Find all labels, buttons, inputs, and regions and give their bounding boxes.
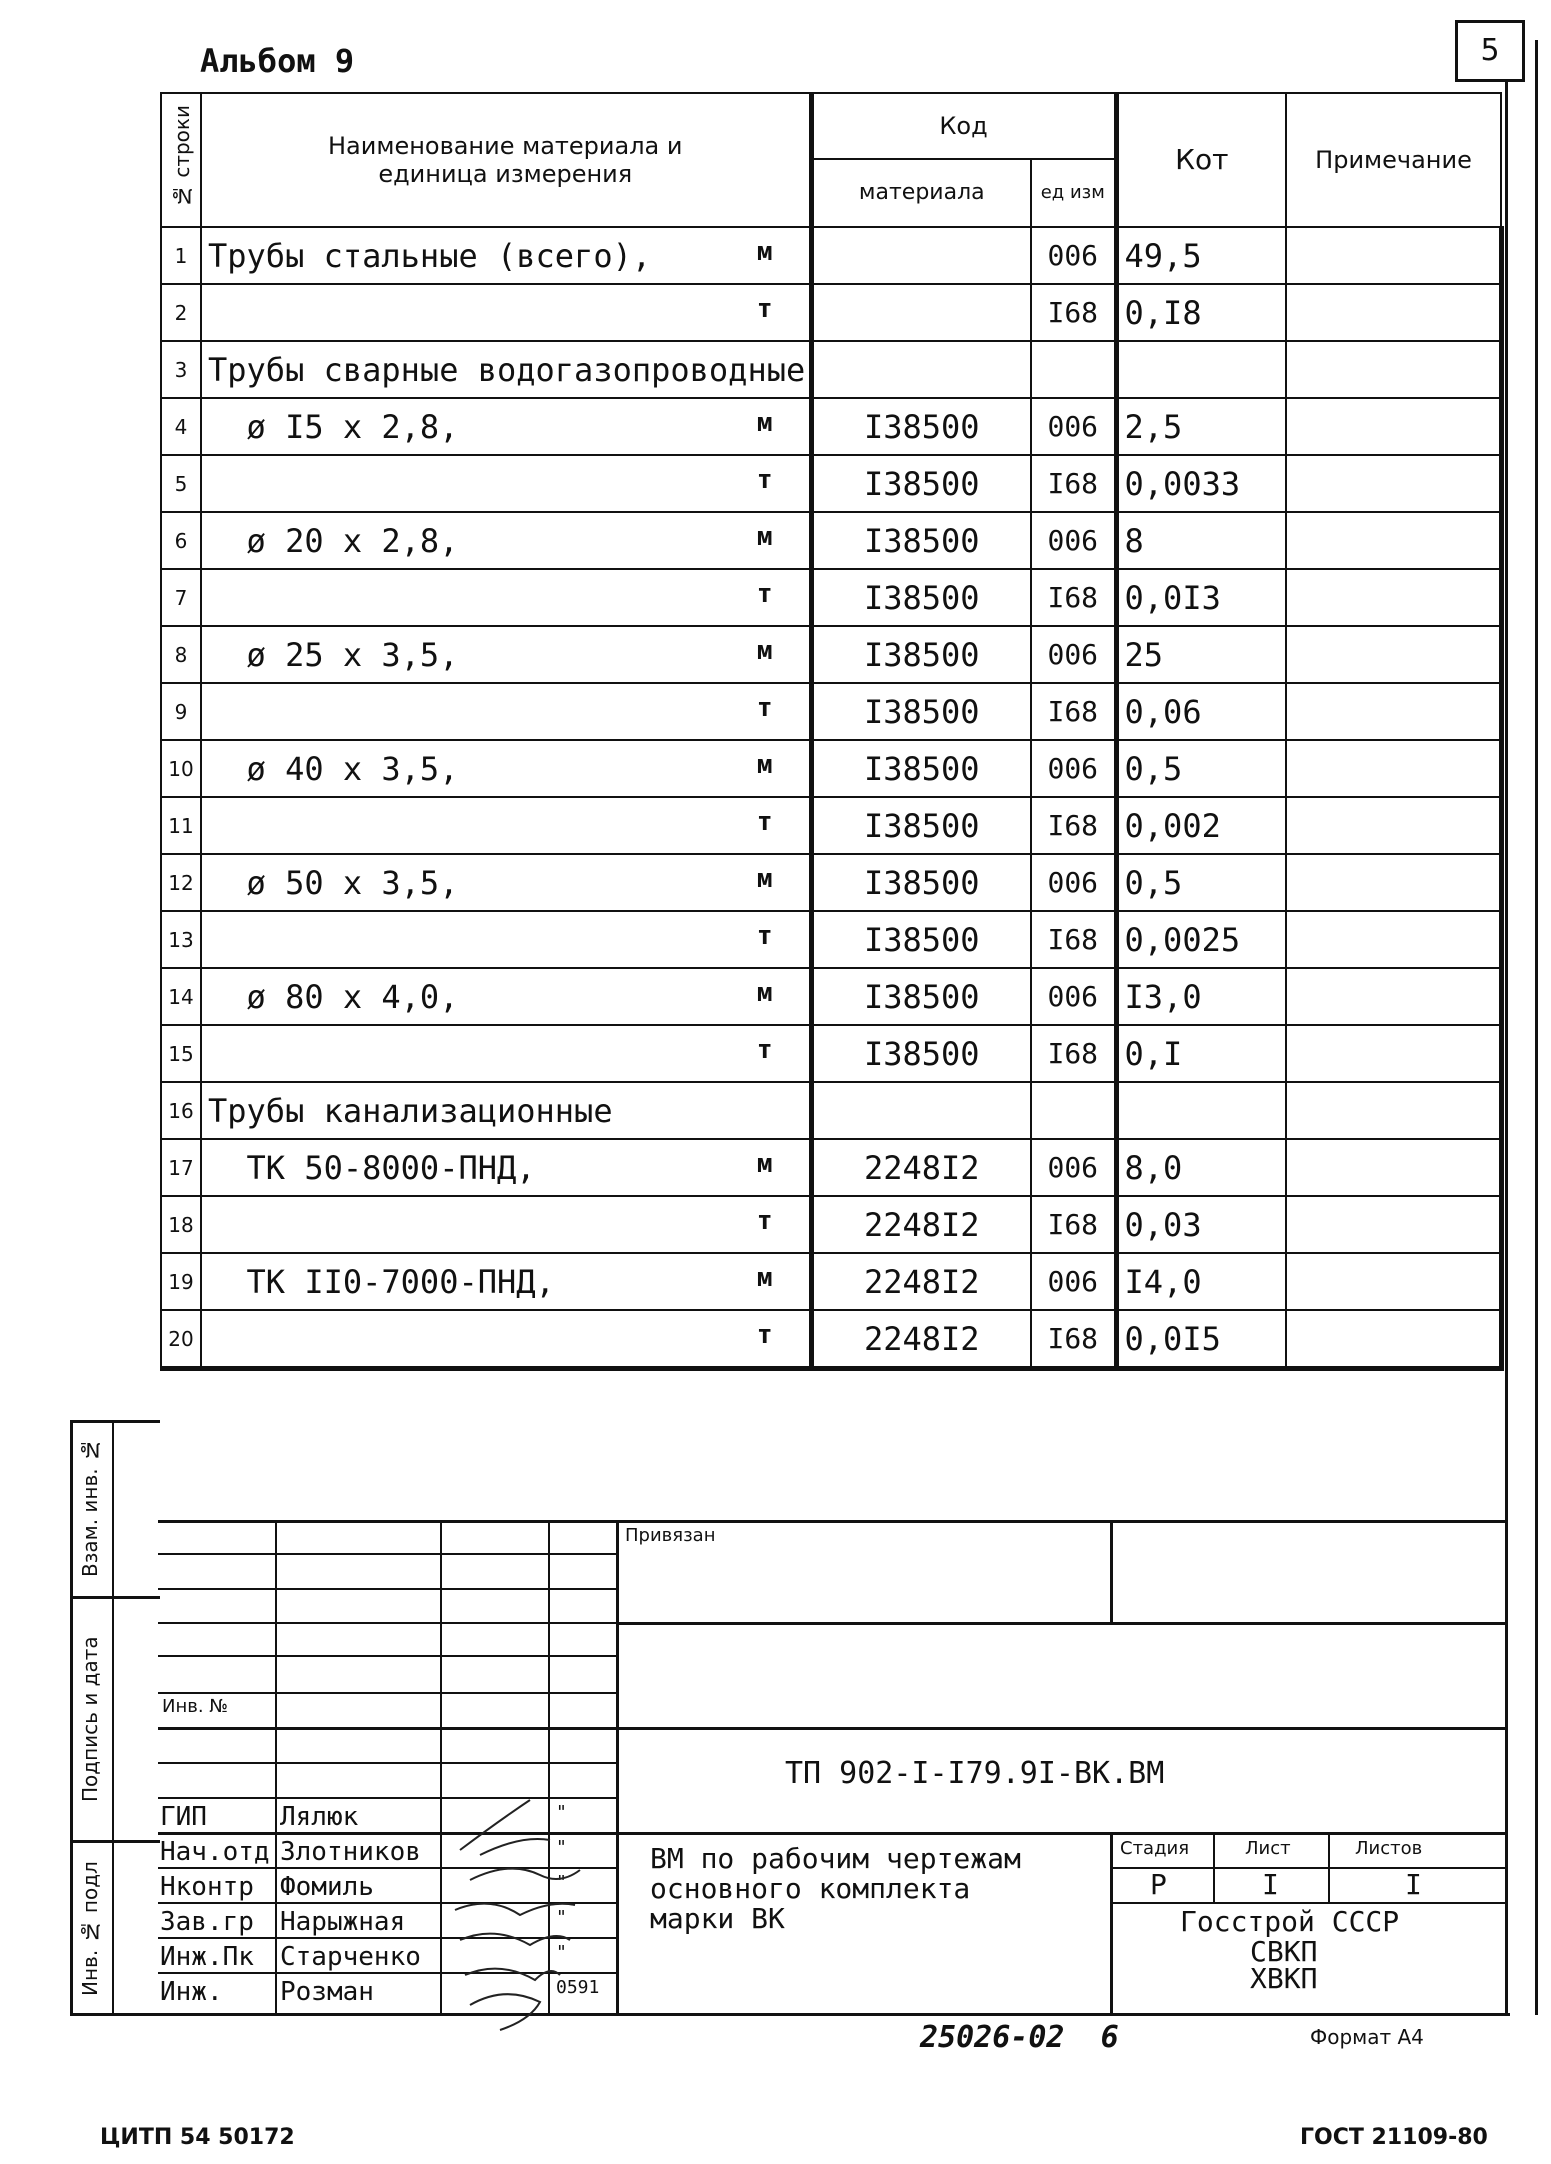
row-number: 13 bbox=[161, 911, 201, 968]
tb-v8 bbox=[1328, 1832, 1330, 1902]
page-number: 5 bbox=[1480, 33, 1500, 68]
material-code: I38500 bbox=[811, 626, 1031, 683]
description-line-2: основного комплекта bbox=[650, 1872, 971, 1905]
unit-code bbox=[1031, 341, 1116, 398]
doc-code: ТП 902-I-I79.9I-ВК.ВМ bbox=[785, 1756, 1165, 1791]
privyazan-label: Привязан bbox=[625, 1525, 716, 1546]
table-row bbox=[161, 968, 1501, 1025]
material-unit: м bbox=[756, 236, 773, 267]
signer-role: Зав.гр bbox=[160, 1907, 254, 1937]
material-code: 2248I2 bbox=[811, 1139, 1031, 1196]
note bbox=[1286, 1025, 1501, 1082]
quantity: I4,0 bbox=[1116, 1253, 1286, 1310]
album-title: Альбом 9 bbox=[200, 42, 355, 80]
stage-value: Р bbox=[1150, 1868, 1167, 1901]
org-line-1: Госстрой СССР bbox=[1180, 1905, 1400, 1938]
row-number: 12 bbox=[161, 854, 201, 911]
material-name bbox=[201, 227, 811, 284]
material-code: I38500 bbox=[811, 569, 1031, 626]
table-row bbox=[161, 341, 1501, 398]
note bbox=[1286, 512, 1501, 569]
table-row bbox=[161, 797, 1501, 854]
footer-format: Формат А4 bbox=[1310, 2025, 1424, 2049]
note bbox=[1286, 683, 1501, 740]
unit-code: 006 bbox=[1031, 626, 1116, 683]
signer-mark: " bbox=[556, 1837, 567, 1858]
frame-bottom-line bbox=[70, 2013, 1510, 2016]
material-unit: т bbox=[756, 578, 773, 609]
quantity: 0,0I5 bbox=[1116, 1310, 1286, 1369]
note bbox=[1286, 1310, 1501, 1369]
tb-h4 bbox=[618, 1622, 1508, 1625]
material-code: I38500 bbox=[811, 455, 1031, 512]
note bbox=[1286, 1253, 1501, 1310]
table-row bbox=[161, 626, 1501, 683]
material-code: I38500 bbox=[811, 683, 1031, 740]
material-name bbox=[201, 1025, 811, 1082]
signer-name: Старченко bbox=[280, 1942, 421, 1972]
table-row bbox=[161, 911, 1501, 968]
unit-code: I68 bbox=[1031, 284, 1116, 341]
material-name bbox=[201, 1082, 811, 1139]
material-unit: м bbox=[756, 863, 773, 894]
table-row bbox=[161, 284, 1501, 341]
row-number: 9 bbox=[161, 683, 201, 740]
material-name bbox=[201, 683, 811, 740]
quantity: 2,5 bbox=[1116, 398, 1286, 455]
signer-role: Нач.отд bbox=[160, 1837, 270, 1867]
table-row bbox=[161, 854, 1501, 911]
material-code: 2248I2 bbox=[811, 1310, 1031, 1369]
unit-code: I68 bbox=[1031, 1025, 1116, 1082]
header-name: Наименование материала и единица измерения bbox=[201, 93, 811, 227]
signer-mark: " bbox=[556, 1942, 567, 1963]
quantity: 0,I8 bbox=[1116, 284, 1286, 341]
row-number: 6 bbox=[161, 512, 201, 569]
note bbox=[1286, 740, 1501, 797]
note bbox=[1286, 1139, 1501, 1196]
footer-number: 25026-02 6 bbox=[920, 2020, 1119, 2055]
unit-code: 006 bbox=[1031, 512, 1116, 569]
row-number: 8 bbox=[161, 626, 201, 683]
signer-name: Нарыжная bbox=[280, 1907, 406, 1937]
note bbox=[1286, 398, 1501, 455]
note bbox=[1286, 797, 1501, 854]
material-unit: т bbox=[756, 920, 773, 951]
table-row bbox=[161, 512, 1501, 569]
signer-name: Злотников bbox=[280, 1837, 421, 1867]
material-unit: м bbox=[756, 749, 773, 780]
tb-v5 bbox=[1110, 1520, 1113, 1622]
side-strip-left bbox=[70, 1420, 73, 2016]
signer-mark: " bbox=[556, 1907, 567, 1928]
quantity: 0,002 bbox=[1116, 797, 1286, 854]
note bbox=[1286, 854, 1501, 911]
material-name bbox=[201, 398, 811, 455]
unit-code bbox=[1031, 1082, 1116, 1139]
inv-no-label: Инв. № bbox=[162, 1696, 229, 1717]
footer-right: ГОСТ 21109-80 bbox=[1300, 2125, 1488, 2150]
material-unit: т bbox=[756, 692, 773, 723]
material-name-text: ø 25 x 3,5, bbox=[208, 635, 459, 674]
signature-6 bbox=[470, 1994, 540, 2030]
table-row bbox=[161, 1253, 1501, 1310]
material-code bbox=[811, 341, 1031, 398]
row-number: 17 bbox=[161, 1139, 201, 1196]
quantity: 8,0 bbox=[1116, 1139, 1286, 1196]
signer-mark: " bbox=[556, 1872, 567, 1893]
unit-code: I68 bbox=[1031, 797, 1116, 854]
material-name bbox=[201, 626, 811, 683]
table-row bbox=[161, 455, 1501, 512]
material-code bbox=[811, 1082, 1031, 1139]
row-number: 10 bbox=[161, 740, 201, 797]
material-unit: м bbox=[756, 635, 773, 666]
table-row bbox=[161, 227, 1501, 284]
table-row bbox=[161, 740, 1501, 797]
quantity: 0,5 bbox=[1116, 740, 1286, 797]
material-code bbox=[811, 284, 1031, 341]
header-code: Код bbox=[811, 93, 1116, 159]
material-code: I38500 bbox=[811, 911, 1031, 968]
material-unit: т bbox=[756, 1205, 773, 1236]
signature-scribbles bbox=[440, 1780, 620, 2040]
note bbox=[1286, 569, 1501, 626]
row-number: 19 bbox=[161, 1253, 201, 1310]
org-line-3: ХВКП bbox=[1250, 1962, 1318, 1995]
tb-h10 bbox=[158, 1832, 1508, 1835]
table-row bbox=[161, 683, 1501, 740]
material-name bbox=[201, 1253, 811, 1310]
quantity bbox=[1116, 341, 1286, 398]
quantity bbox=[1116, 1082, 1286, 1139]
material-name bbox=[201, 341, 811, 398]
sheet-value: I bbox=[1262, 1868, 1279, 1901]
frame-right-line bbox=[1505, 80, 1508, 2015]
header-qty: Кот bbox=[1116, 93, 1286, 227]
quantity: 25 bbox=[1116, 626, 1286, 683]
signer-role: Инж.Пк bbox=[160, 1942, 254, 1972]
material-unit: т bbox=[756, 1319, 773, 1350]
material-code bbox=[811, 227, 1031, 284]
material-unit: м bbox=[756, 1262, 773, 1293]
signature-3 bbox=[455, 1904, 575, 1915]
signer-name: Лялюк bbox=[280, 1802, 359, 1832]
org-line-2: СВКП bbox=[1250, 1935, 1318, 1968]
material-code: 2248I2 bbox=[811, 1196, 1031, 1253]
material-code: 2248I2 bbox=[811, 1253, 1031, 1310]
sheets-value: I bbox=[1405, 1868, 1422, 1901]
material-code: I38500 bbox=[811, 854, 1031, 911]
material-name-text: ø 40 x 3,5, bbox=[208, 749, 459, 788]
table-row bbox=[161, 1082, 1501, 1139]
note bbox=[1286, 341, 1501, 398]
quantity: 0,I bbox=[1116, 1025, 1286, 1082]
row-number: 16 bbox=[161, 1082, 201, 1139]
row-number: 14 bbox=[161, 968, 201, 1025]
sheet-label: Лист bbox=[1245, 1838, 1291, 1859]
row-number: 15 bbox=[161, 1025, 201, 1082]
unit-code: 006 bbox=[1031, 740, 1116, 797]
material-name-text: Трубы сварные водогазопроводные bbox=[208, 350, 806, 389]
signer-name: Розман bbox=[280, 1977, 374, 2007]
row-number: 4 bbox=[161, 398, 201, 455]
quantity: 0,0033 bbox=[1116, 455, 1286, 512]
material-unit: м bbox=[756, 977, 773, 1008]
header-note: Примечание bbox=[1286, 93, 1501, 227]
material-name bbox=[201, 854, 811, 911]
unit-code: 006 bbox=[1031, 968, 1116, 1025]
tb-v1 bbox=[275, 1520, 277, 2015]
material-name bbox=[201, 569, 811, 626]
quantity: 49,5 bbox=[1116, 227, 1286, 284]
signer-role: ГИП bbox=[160, 1802, 207, 1832]
note bbox=[1286, 1082, 1501, 1139]
signer-role: Нконтр bbox=[160, 1872, 254, 1902]
note bbox=[1286, 911, 1501, 968]
material-name bbox=[201, 740, 811, 797]
description-line-1: ВМ по рабочим чертежам bbox=[650, 1842, 1021, 1875]
tb-v7 bbox=[1213, 1832, 1215, 1902]
material-name bbox=[201, 968, 811, 1025]
table-row bbox=[161, 1025, 1501, 1082]
material-name-text: ø 80 x 4,0, bbox=[208, 977, 459, 1016]
unit-code: I68 bbox=[1031, 683, 1116, 740]
specification-table bbox=[160, 92, 1504, 1371]
unit-code: I68 bbox=[1031, 1310, 1116, 1369]
table-row bbox=[161, 569, 1501, 626]
signer-mark: 0591 bbox=[556, 1977, 600, 1998]
signature-1 bbox=[460, 1800, 550, 1855]
material-name-text: Трубы канализационные bbox=[208, 1091, 613, 1130]
material-name bbox=[201, 911, 811, 968]
quantity: I3,0 bbox=[1116, 968, 1286, 1025]
table-row bbox=[161, 1310, 1501, 1369]
unit-code: 006 bbox=[1031, 1253, 1116, 1310]
unit-code: 006 bbox=[1031, 227, 1116, 284]
material-name bbox=[201, 284, 811, 341]
stage-label: Стадия bbox=[1120, 1838, 1190, 1859]
material-name-text: ТК II0-7000-ПНД, bbox=[208, 1262, 555, 1301]
row-number: 11 bbox=[161, 797, 201, 854]
header-code-material: материала bbox=[811, 159, 1031, 227]
material-name bbox=[201, 1139, 811, 1196]
material-name bbox=[201, 1196, 811, 1253]
quantity: 0,0I3 bbox=[1116, 569, 1286, 626]
material-code: I38500 bbox=[811, 740, 1031, 797]
sheets-label: Листов bbox=[1355, 1838, 1423, 1859]
row-number: 18 bbox=[161, 1196, 201, 1253]
tb-h16 bbox=[1110, 1902, 1508, 1904]
page-number-box bbox=[1455, 20, 1525, 82]
material-name-text: ТК 50-8000-ПНД, bbox=[208, 1148, 536, 1187]
material-unit: т bbox=[756, 464, 773, 495]
material-unit: т bbox=[756, 293, 773, 324]
material-code: I38500 bbox=[811, 1025, 1031, 1082]
description-line-3: марки ВК bbox=[650, 1902, 785, 1935]
tb-v6 bbox=[1110, 1832, 1113, 2015]
material-name bbox=[201, 455, 811, 512]
signature-2 bbox=[470, 1869, 580, 1880]
material-name bbox=[201, 512, 811, 569]
row-number: 20 bbox=[161, 1310, 201, 1369]
label-vzam-inv: Взам. инв. № bbox=[78, 1438, 102, 1578]
side-strip-mid bbox=[112, 1420, 114, 2016]
quantity: 0,03 bbox=[1116, 1196, 1286, 1253]
row-number: 2 bbox=[161, 284, 201, 341]
unit-code: I68 bbox=[1031, 569, 1116, 626]
row-number: 5 bbox=[161, 455, 201, 512]
quantity: 0,06 bbox=[1116, 683, 1286, 740]
tb-h15 bbox=[1110, 1867, 1508, 1869]
table-row bbox=[161, 1196, 1501, 1253]
unit-code: 006 bbox=[1031, 398, 1116, 455]
unit-code: I68 bbox=[1031, 455, 1116, 512]
material-unit: м bbox=[756, 521, 773, 552]
material-unit: т bbox=[756, 1034, 773, 1065]
material-name-text: ø 50 x 3,5, bbox=[208, 863, 459, 902]
material-unit: м bbox=[756, 1148, 773, 1179]
material-name-text: ø I5 x 2,8, bbox=[208, 407, 459, 446]
signer-mark: " bbox=[556, 1802, 567, 1823]
material-code: I38500 bbox=[811, 398, 1031, 455]
footer-left: ЦИТП 54 50172 bbox=[100, 2125, 295, 2150]
material-code: I38500 bbox=[811, 797, 1031, 854]
header-code-unit: ед изм bbox=[1031, 159, 1116, 227]
note bbox=[1286, 284, 1501, 341]
note bbox=[1286, 455, 1501, 512]
row-number: 1 bbox=[161, 227, 201, 284]
signer-name: Фомиль bbox=[280, 1872, 374, 1902]
note bbox=[1286, 626, 1501, 683]
row-number: 3 bbox=[161, 341, 201, 398]
quantity: 0,5 bbox=[1116, 854, 1286, 911]
material-code: I38500 bbox=[811, 968, 1031, 1025]
note bbox=[1286, 968, 1501, 1025]
unit-code: 006 bbox=[1031, 1139, 1116, 1196]
header-row-no: № строки bbox=[161, 93, 201, 227]
material-code: I38500 bbox=[811, 512, 1031, 569]
label-podpis-data: Подпись и дата bbox=[78, 1636, 102, 1803]
material-name bbox=[201, 1310, 811, 1369]
signature-4 bbox=[460, 1934, 570, 1945]
material-name-text: ø 20 x 2,8, bbox=[208, 521, 459, 560]
note bbox=[1286, 227, 1501, 284]
material-unit: м bbox=[756, 407, 773, 438]
material-unit: т bbox=[756, 806, 773, 837]
note bbox=[1286, 1196, 1501, 1253]
unit-code: I68 bbox=[1031, 911, 1116, 968]
tb-top bbox=[158, 1520, 1508, 1523]
table-row bbox=[161, 398, 1501, 455]
tb-h7 bbox=[158, 1727, 1508, 1730]
label-inv-podl: Инв. № подл bbox=[78, 1861, 102, 1997]
row-number: 7 bbox=[161, 569, 201, 626]
unit-code: 006 bbox=[1031, 854, 1116, 911]
quantity: 8 bbox=[1116, 512, 1286, 569]
unit-code: I68 bbox=[1031, 1196, 1116, 1253]
signer-role: Инж. bbox=[160, 1977, 223, 2007]
table-row bbox=[161, 1139, 1501, 1196]
material-name-text: Трубы стальные (всего), bbox=[208, 236, 652, 275]
quantity: 0,0025 bbox=[1116, 911, 1286, 968]
material-name bbox=[201, 797, 811, 854]
signature-5 bbox=[465, 1969, 560, 1980]
